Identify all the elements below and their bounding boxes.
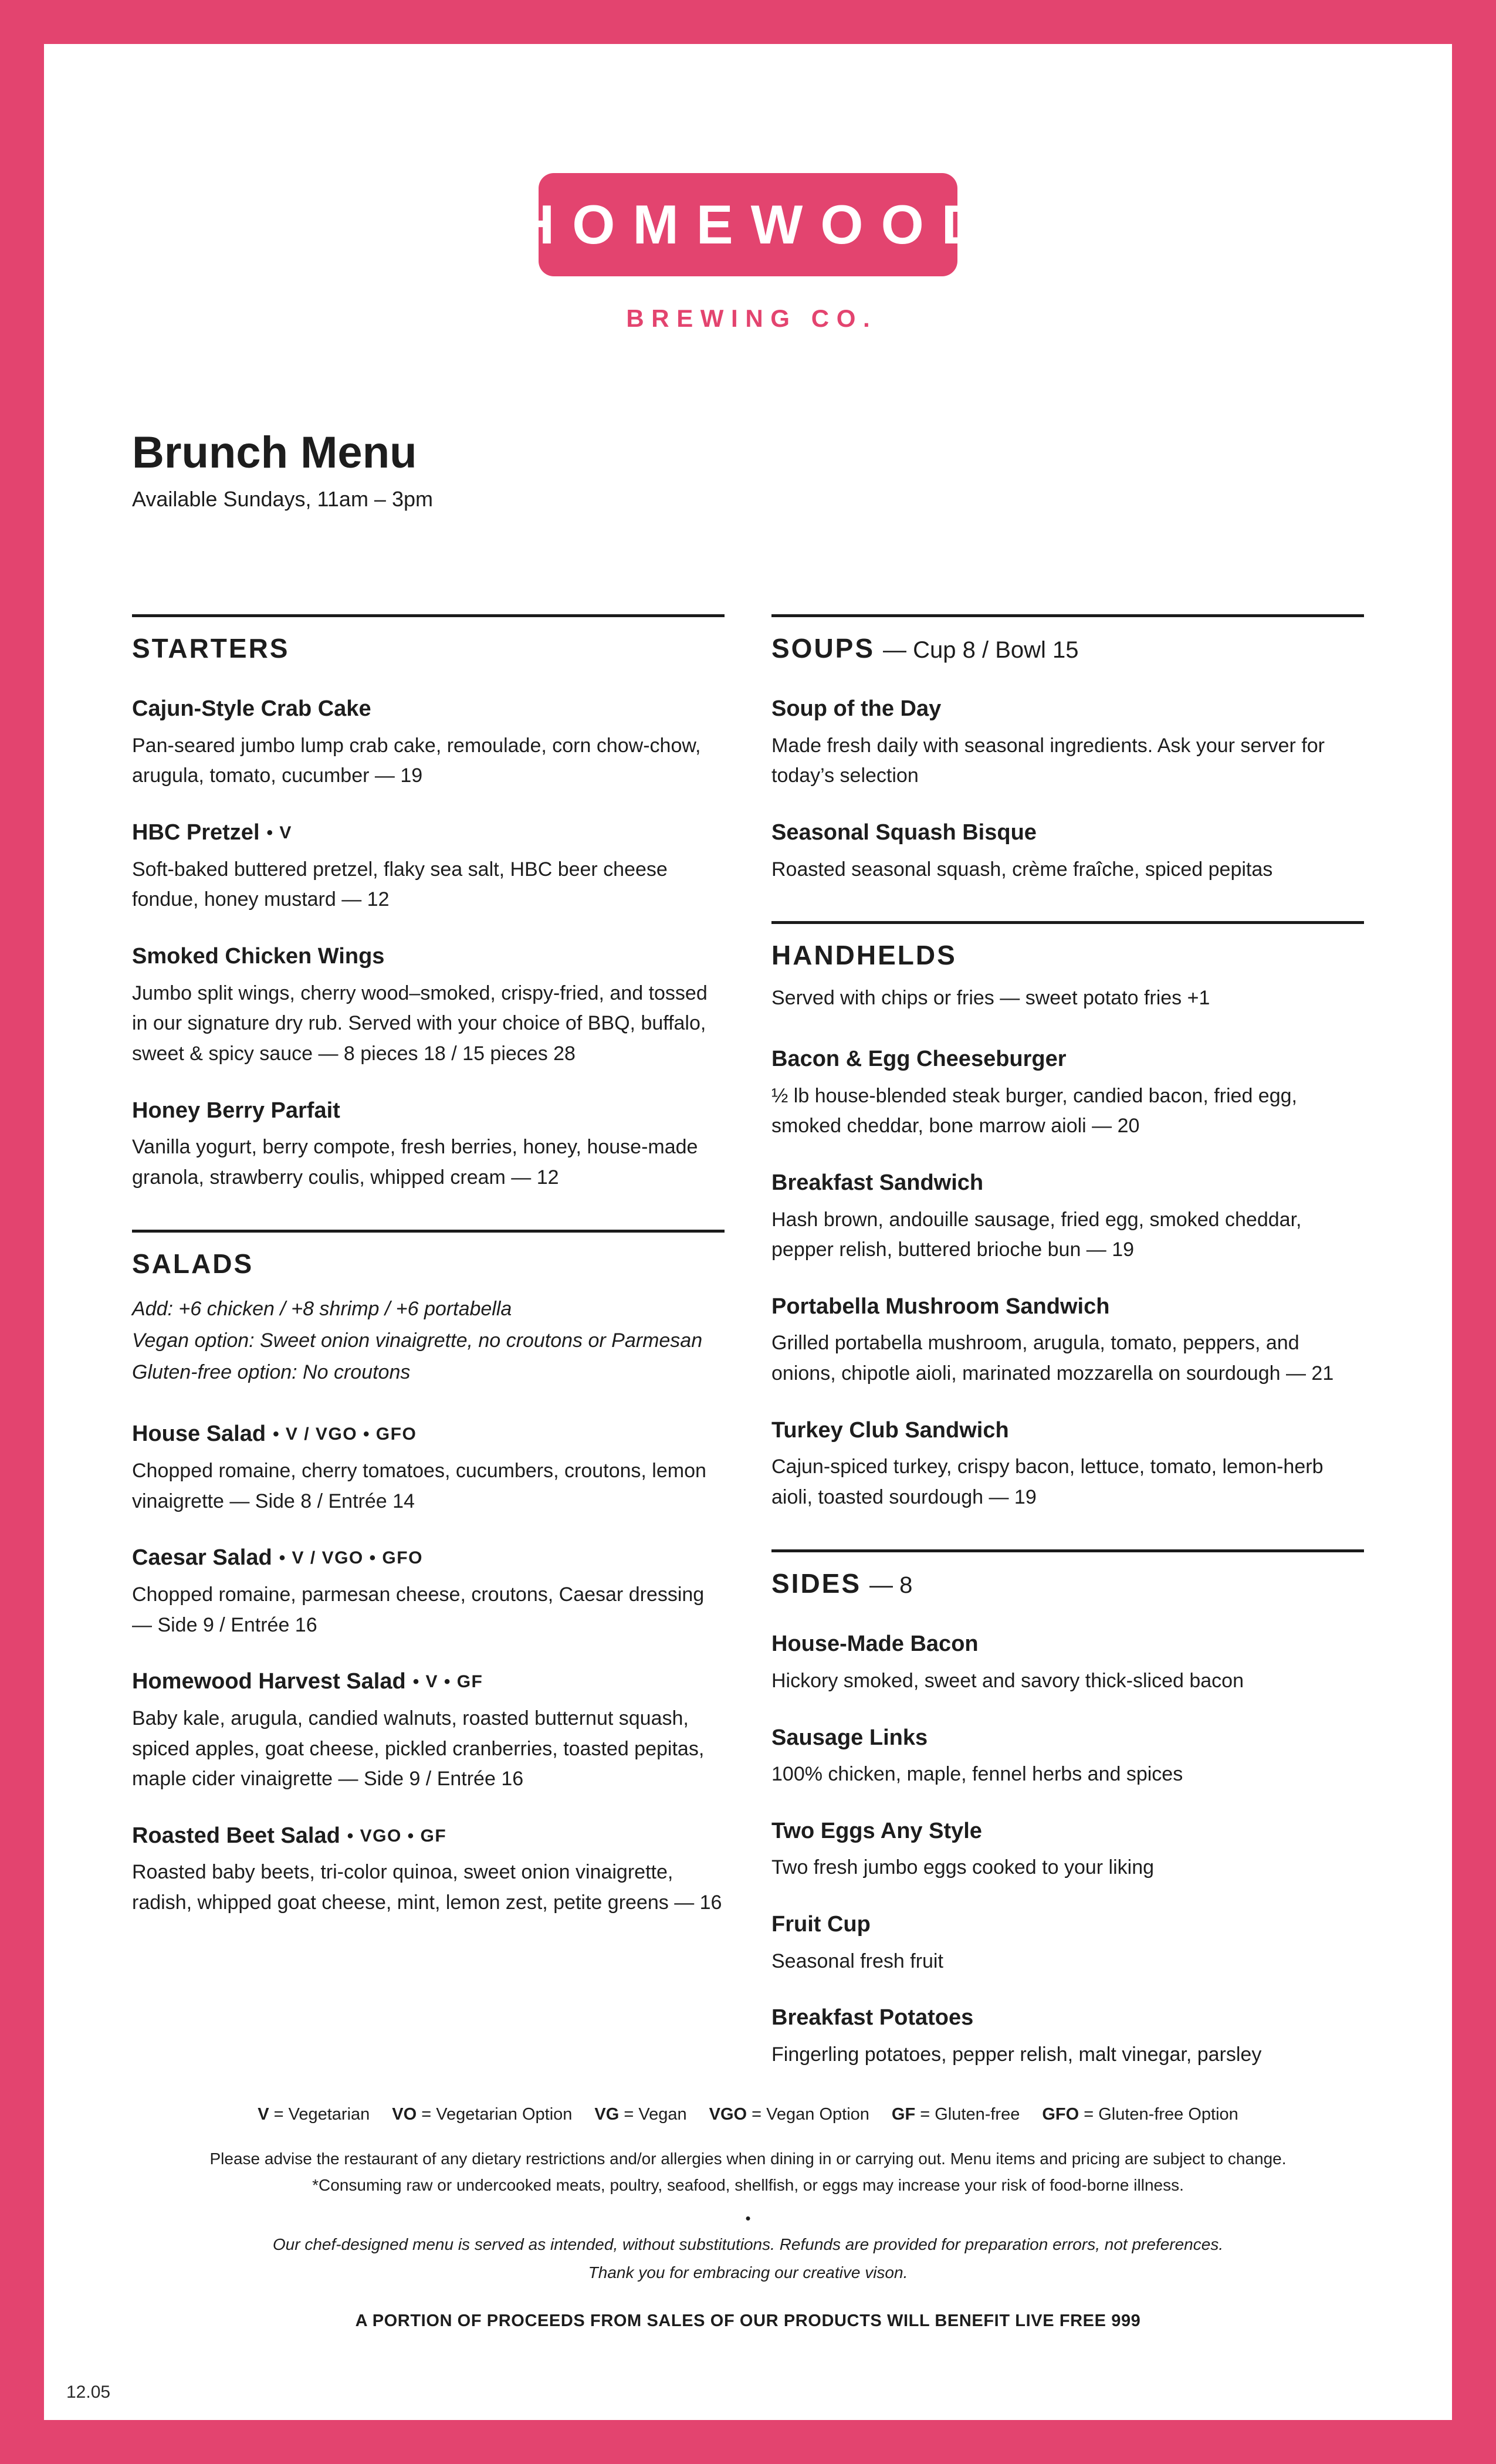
item-name: Smoked Chicken Wings <box>132 944 385 969</box>
item-name: Caesar Salad <box>132 1545 272 1571</box>
section-divider <box>771 1549 1364 1552</box>
menu-item <box>771 1294 1364 1389</box>
section-divider <box>132 1230 725 1233</box>
separator-dot: • <box>745 2209 751 2227</box>
menu-item <box>132 1668 725 1795</box>
menu-columns <box>132 614 1364 2070</box>
item-description: Seasonal fresh fruit <box>771 1949 943 1972</box>
menu-item <box>132 1545 725 1640</box>
item-description: Roasted seasonal squash, crème fraîche, spiced pepitas <box>771 858 1273 881</box>
item-name: Cajun-Style Crab Cake <box>132 696 371 722</box>
menu-item <box>771 2005 1364 2070</box>
section-header <box>771 1569 1364 1599</box>
item-name-row <box>771 1170 1364 1197</box>
item-name-row <box>132 1098 725 1125</box>
menu-item <box>132 696 725 791</box>
section-divider <box>771 614 1364 617</box>
item-name-row <box>771 820 1364 847</box>
menu-section <box>771 921 1364 1512</box>
section-items <box>771 696 1364 885</box>
item-name-row <box>132 1668 725 1695</box>
section-divider <box>132 614 725 617</box>
brand-logo <box>515 173 999 276</box>
section-items <box>771 1046 1364 1513</box>
legend-item: GF = Gluten-free <box>891 2104 1020 2124</box>
section-divider <box>771 921 1364 924</box>
item-description: Chopped romaine, cherry tomatoes, cucumbers, croutons, lemon vinaigrette — Side 8 / Entrée 14 <box>132 1459 706 1512</box>
item-name-row <box>132 696 725 723</box>
item-name: Fruit Cup <box>771 1912 871 1937</box>
legend-item: GFO = Gluten-free Option <box>1042 2104 1238 2124</box>
item-description: Two fresh jumbo eggs cooked to your liking <box>771 1856 1155 1879</box>
section-title: SOUPS <box>771 632 875 664</box>
advisory-line-1: Please advise the restaurant of any dietary restrictions and/or allergies when dining in or carrying out. Menu items and pricing are subject to change. <box>209 2149 1287 2168</box>
menu-item <box>771 1725 1364 1790</box>
item-name: Two Eggs Any Style <box>771 1818 982 1843</box>
benefit-line: A PORTION OF PROCEEDS FROM SALES OF OUR PRODUCTS WILL BENEFIT LIVE FREE 999 <box>355 2311 1141 2330</box>
item-name-row <box>771 696 1364 723</box>
section-note: Gluten-free option: No croutons <box>132 1360 411 1383</box>
menu-item <box>771 696 1364 791</box>
section-title: SIDES <box>771 1568 862 1599</box>
item-description: Soft-baked buttered pretzel, flaky sea salt, HBC beer cheese fondue, honey mustard — 12 <box>132 858 668 911</box>
item-description: Pan-seared jumbo lump crab cake, remoulade, corn chow-chow, arugula, tomato, cucumber — 19 <box>132 734 701 787</box>
item-description: Jumbo split wings, cherry wood–smoked, crispy-fried, and tossed in our signature dry rub. Served with your choice of BBQ, buffalo, sweet & spicy sauce — 8 pieces 18 / 15 pieces 28 <box>132 981 708 1065</box>
item-description: Fingerling potatoes, pepper relish, malt vinegar, parsley <box>771 2043 1262 2066</box>
item-name-row <box>132 1823 725 1850</box>
brand-tagline: BREWING CO. <box>626 304 878 332</box>
item-name: Turkey Club Sandwich <box>771 1417 1009 1443</box>
item-name: Seasonal Squash Bisque <box>771 820 1037 845</box>
item-name: Bacon & Egg Cheeseburger <box>771 1046 1067 1071</box>
page-subtitle: Available Sundays, 11am – 3pm <box>132 486 433 511</box>
item-name: Homewood Harvest Salad <box>132 1669 406 1694</box>
item-dietary-tags: • V / VGO • GFO <box>273 1424 417 1444</box>
section-intro: Served with chips or fries — sweet potato fries +1 <box>771 986 1210 1009</box>
section-notes <box>132 1294 725 1388</box>
menu-column-right <box>771 614 1364 2070</box>
item-name: Portabella Mushroom Sandwich <box>771 1294 1110 1319</box>
item-description: Grilled portabella mushroom, arugula, tomato, peppers, and onions, chipotle aioli, marinated mozzarella on sourdough — 21 <box>771 1332 1334 1385</box>
section-header <box>132 634 725 664</box>
section-header <box>771 634 1364 664</box>
legend-item: V = Vegetarian <box>258 2104 370 2124</box>
legend-item: VO = Vegetarian Option <box>392 2104 573 2124</box>
item-name-row <box>132 820 725 847</box>
item-description: Vanilla yogurt, berry compote, fresh berries, honey, house-made granola, strawberry coulis, whipped cream — 12 <box>132 1136 698 1189</box>
section-items <box>132 1421 725 1918</box>
item-name-row <box>132 943 725 970</box>
menu-section <box>132 1230 725 1918</box>
item-name: Honey Berry Parfait <box>132 1098 340 1123</box>
item-name-row <box>771 1046 1364 1073</box>
item-name: House-Made Bacon <box>771 1632 979 1657</box>
menu-item <box>132 1823 725 1918</box>
item-dietary-tags: • VGO • GF <box>347 1826 447 1846</box>
menu-footer <box>132 2105 1364 2331</box>
menu-item <box>132 943 725 1069</box>
item-description: Cajun-spiced turkey, crispy bacon, lettuce, tomato, lemon-herb aioli, toasted sourdough — 19 <box>771 1456 1324 1509</box>
dietary-legend <box>132 2105 1364 2124</box>
section-header <box>132 1249 725 1279</box>
item-name-row <box>771 1911 1364 1938</box>
item-name: Roasted Beet Salad <box>132 1823 340 1848</box>
item-name-row <box>132 1421 725 1448</box>
advisory-line-2: *Consuming raw or undercooked meats, poultry, seafood, shellfish, or eggs may increase your risk of food-borne illness. <box>312 2176 1184 2195</box>
legend-item: VG = Vegan <box>594 2104 687 2124</box>
title-block <box>132 429 1364 513</box>
section-title: STARTERS <box>132 632 290 664</box>
legend-item: VGO = Vegan Option <box>709 2104 869 2124</box>
menu-item <box>771 1818 1364 1883</box>
menu-section <box>771 1549 1364 2070</box>
menu-item <box>771 1631 1364 1696</box>
section-items <box>132 696 725 1193</box>
item-name-row <box>771 1417 1364 1444</box>
item-name: Sausage Links <box>771 1725 928 1750</box>
menu-item <box>771 1170 1364 1265</box>
page-title: Brunch Menu <box>132 428 417 478</box>
item-description: Hickory smoked, sweet and savory thick-sliced bacon <box>771 1669 1244 1692</box>
policy-line-1: Our chef-designed menu is served as intended, without substitutions. Refunds are provided for preparation errors, not preferences. <box>272 2235 1224 2253</box>
item-description: Baby kale, arugula, candied walnuts, roasted butternut squash, spiced apples, goat cheese, pickled cranberries, toasted pepitas, maple cider vinaigrette — Side 9 / Entrée 16 <box>132 1707 705 1791</box>
menu-section <box>771 614 1364 885</box>
item-name-row <box>771 2005 1364 2032</box>
item-name-row <box>132 1545 725 1572</box>
menu-item <box>132 1421 725 1517</box>
section-title: SALADS <box>132 1248 254 1279</box>
item-name: Breakfast Potatoes <box>771 2005 974 2030</box>
version-number: 12.05 <box>66 2382 111 2402</box>
brand-logo-text: HOMEWOOD <box>515 194 999 255</box>
menu-item <box>771 1911 1364 1976</box>
item-description: Hash brown, andouille sausage, fried egg, smoked cheddar, pepper relish, buttered brioche bun — 19 <box>771 1208 1302 1261</box>
item-name-row <box>771 1631 1364 1658</box>
menu-section <box>132 614 725 1193</box>
item-name: House Salad <box>132 1421 266 1447</box>
item-dietary-tags: • V • GF <box>412 1672 483 1692</box>
menu-sheet <box>44 44 1452 2420</box>
item-dietary-tags: • V / VGO • GFO <box>279 1548 423 1568</box>
menu-item <box>771 1046 1364 1142</box>
item-description: Made fresh daily with seasonal ingredients. Ask your server for today’s selection <box>771 734 1325 787</box>
item-name-row <box>771 1725 1364 1752</box>
item-name: Soup of the Day <box>771 696 942 722</box>
section-header <box>771 940 1364 970</box>
item-name-row <box>771 1818 1364 1845</box>
policy-line-2: Thank you for embracing our creative vison. <box>588 2263 908 2282</box>
item-name: Breakfast Sandwich <box>771 1170 984 1195</box>
item-description: Roasted baby beets, tri-color quinoa, sweet onion vinaigrette, radish, whipped goat cheese, mint, lemon zest, petite greens — 16 <box>132 1861 722 1914</box>
section-items <box>771 1631 1364 2070</box>
item-description: Chopped romaine, parmesan cheese, croutons, Caesar dressing — Side 9 / Entrée 16 <box>132 1583 705 1636</box>
section-note: Vegan option: Sweet onion vinaigrette, no croutons or Parmesan <box>132 1329 703 1352</box>
section-title: HANDHELDS <box>771 940 957 971</box>
brand-header <box>132 173 1364 333</box>
menu-item <box>771 1417 1364 1513</box>
menu-column-left <box>132 614 725 1918</box>
item-description: ½ lb house-blended steak burger, candied bacon, fried egg, smoked cheddar, bone marrow aioli — 20 <box>771 1084 1297 1138</box>
section-note: Add: +6 chicken / +8 shrimp / +6 portabella <box>132 1298 512 1321</box>
menu-item <box>132 1098 725 1193</box>
section-price-note: — 8 <box>869 1572 913 1598</box>
menu-item <box>771 820 1364 885</box>
item-name: HBC Pretzel <box>132 820 260 845</box>
item-dietary-tags: • V <box>266 823 292 843</box>
item-name-row <box>771 1294 1364 1321</box>
section-price-note: — Cup 8 / Bowl 15 <box>883 637 1079 663</box>
menu-item <box>132 820 725 915</box>
item-description: 100% chicken, maple, fennel herbs and spices <box>771 1763 1183 1786</box>
